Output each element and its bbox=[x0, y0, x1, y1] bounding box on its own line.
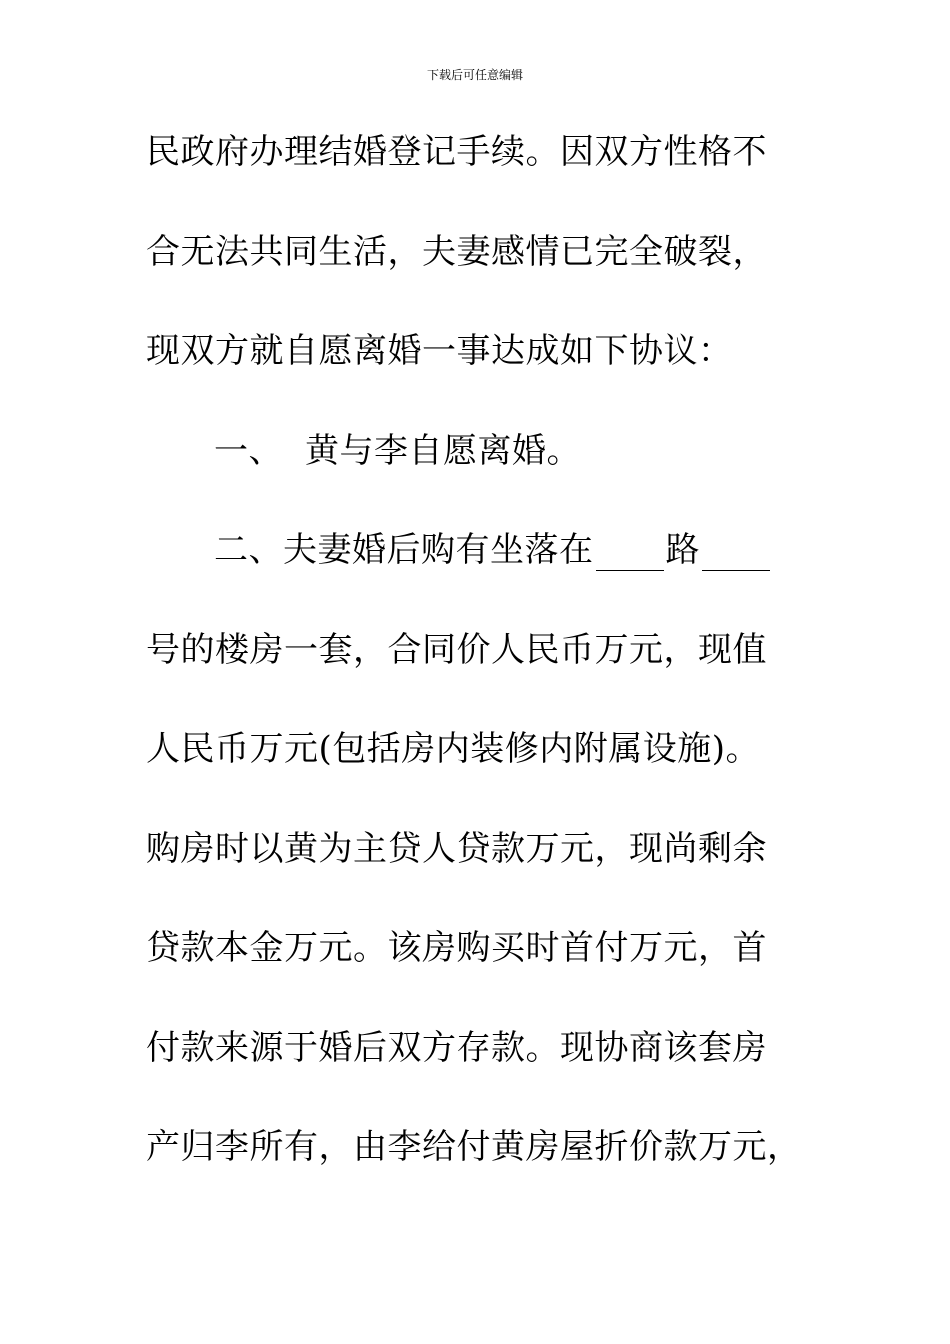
text-line: 合无法共同生活，夫妻感情已完全破裂， bbox=[146, 231, 767, 272]
text-line: 民政府办理结婚登记手续。因双方性格不 bbox=[146, 132, 767, 172]
text-line: 购房时以黄为主贷人贷款万元，现尚剩余 bbox=[146, 828, 767, 869]
clause-1-number: 一、 bbox=[214, 430, 283, 471]
clause-1-text: 黄与李自愿离婚。 bbox=[305, 430, 581, 471]
text-line: 人民币万元(包括房内装修内附属设施)。 bbox=[146, 729, 761, 769]
clause-2 bbox=[146, 501, 806, 601]
clause-2-road: 路 bbox=[665, 530, 700, 570]
clause-2-prefix: 二、夫妻婚后购有坐落在 bbox=[214, 530, 594, 570]
page-header: 下载后可任意编辑 bbox=[426, 68, 523, 82]
number-blank bbox=[702, 536, 770, 571]
document-body bbox=[146, 103, 806, 1198]
text-line: 产归李所有，由李给付黄房屋折价款万元， bbox=[146, 1127, 802, 1167]
text-line: 付款来源于婚后双方存款。现协商该套房 bbox=[146, 1027, 767, 1068]
road-blank bbox=[596, 536, 664, 571]
clause-1 bbox=[146, 402, 806, 502]
text-line: 现双方就自愿离婚一事达成如下协议： bbox=[146, 331, 733, 371]
text-line: 贷款本金万元。该房购买时首付万元，首 bbox=[146, 928, 767, 968]
text-line: 号的楼房一套，合同价人民币万元，现值 bbox=[146, 629, 767, 670]
